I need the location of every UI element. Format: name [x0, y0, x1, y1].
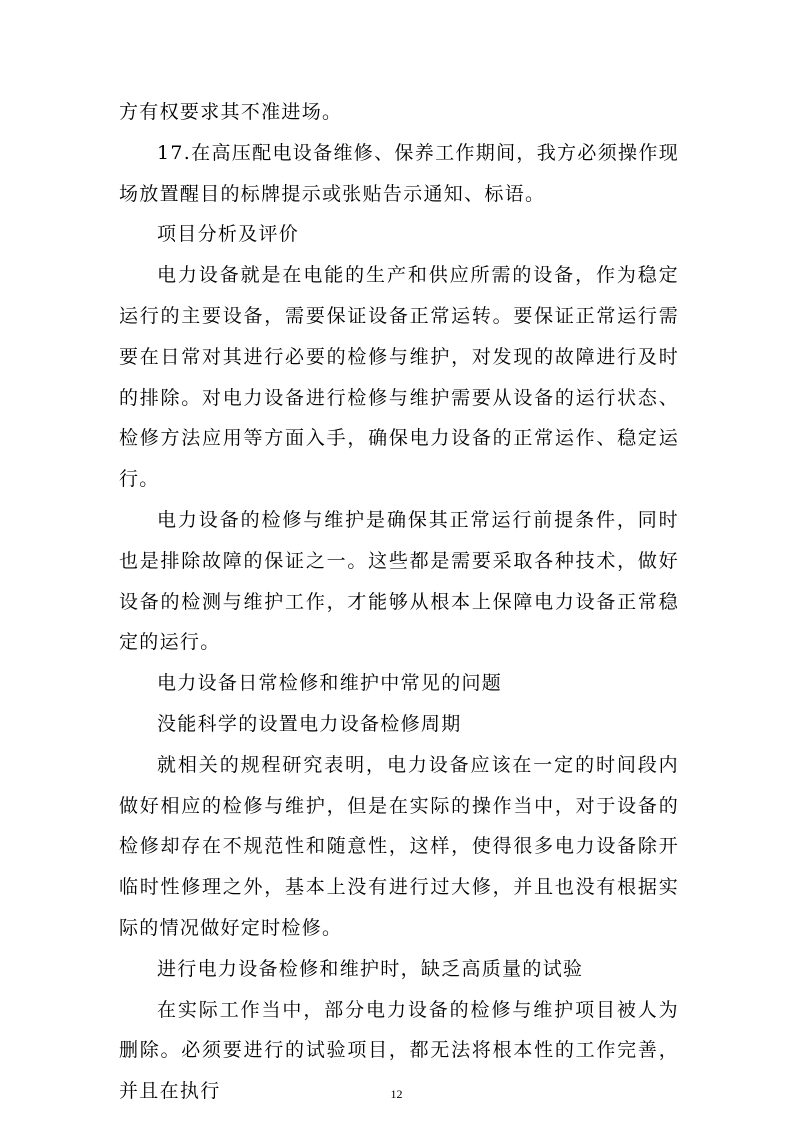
document-body: [119, 92, 679, 1112]
paragraph-maintenance-importance: 电力设备的检修与维护是确保其正常运行前提条件，同时也是排除故障的保证之一。这些都是需要采取各种技术，做好设备的检测与维护工作，才能够从根本上保障电力设备正常稳定的运行。: [119, 508, 679, 654]
subsection-heading-lack-of-tests: 进行电力设备检修和维护时，缺乏高质量的试验: [157, 957, 584, 980]
paragraph-continuation: 方有权要求其不准进场。: [119, 101, 343, 123]
section-heading-project-analysis: 项目分析及评价: [157, 223, 300, 246]
subsection-heading-inspection-cycle: 没能科学的设置电力设备检修周期: [157, 712, 462, 735]
paragraph-item-17: 17.在高压配电设备维修、保养工作期间，我方必须操作现场放置醒目的标牌提示或张贴告示通知、标语。: [119, 141, 679, 205]
page-number: 12: [390, 1087, 403, 1101]
paragraph-inspection-cycle: 就相关的规程研究表明，电力设备应该在一定的时间段内做好相应的检修与维护，但是在实际的操作当中，对于设备的检修却存在不规范性和随意性，这样，使得很多电力设备除开临时性修理之外，基本上没有进行过大修，并且也没有根据实际的情况做好定时检修。: [119, 753, 679, 939]
paragraph-lack-of-tests: 在实际工作当中，部分电力设备的检修与维护项目被人为删除。必须要进行的试验项目，都无法将根本性的工作完善，并且在执行: [119, 998, 679, 1103]
section-heading-common-problems: 电力设备日常检修和维护中常见的问题: [157, 672, 503, 695]
paragraph-power-equipment-intro: 电力设备就是在电能的生产和供应所需的设备，作为稳定运行的主要设备，需要保证设备正常运转。要保证正常运行需要在日常对其进行必要的检修与维护，对发现的故障进行及时的排除。对电力设备进行检修与维护需要从设备的运行状态、检修方法应用等方面入手，确保电力设备的正常运作、稳定运行。: [119, 264, 679, 491]
